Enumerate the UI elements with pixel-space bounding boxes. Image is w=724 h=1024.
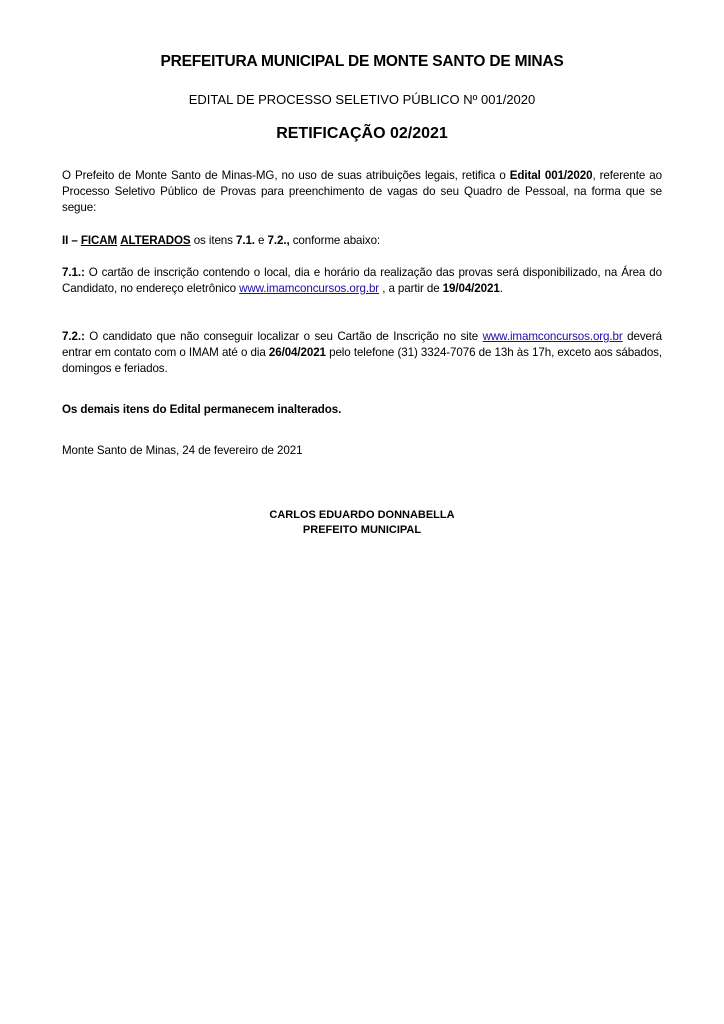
section-2-ficam: FICAM bbox=[80, 234, 118, 247]
intro-paragraph bbox=[62, 168, 662, 216]
item-7-2-text2: deverá entrar em contato com o IMAM até o dia bbox=[62, 330, 662, 359]
intro-text-after: , referente ao Processo Seletivo Público de Provas para preenchimento de vagas do seu Quadro de Pessoal, na forma que se segue: bbox=[62, 169, 662, 214]
document-body bbox=[62, 0, 662, 1024]
signature-role: PREFEITO MUNICIPAL bbox=[302, 524, 422, 536]
retification-title: RETIFICAÇÃO 02/2021 bbox=[276, 125, 448, 142]
item-7-1-end: . bbox=[499, 282, 503, 295]
section-2-suffix: conforme abaixo: bbox=[289, 234, 381, 247]
item-7-2-text3: pelo telefone (31) 3324-7076 de 13h às 17h, exceto aos sábados, domingos e feriados. bbox=[62, 346, 662, 375]
place-date: Monte Santo de Minas, 24 de fevereiro de 2021 bbox=[62, 444, 303, 457]
item-7-1-paragraph bbox=[62, 265, 662, 297]
section-2-middle: os itens bbox=[190, 234, 236, 247]
item-7-2-text: O candidato que não conseguir localizar o seu Cartão de Inscrição no site bbox=[84, 330, 483, 343]
section-2-item2: 7.2., bbox=[267, 234, 290, 247]
item-7-2-paragraph bbox=[62, 329, 662, 377]
item-7-2-label: 7.2.: bbox=[62, 330, 85, 343]
section-2-alterados: ALTERADOS bbox=[120, 234, 191, 247]
item-7-2-date: 26/04/2021 bbox=[268, 346, 326, 359]
municipality-title: PREFEITURA MUNICIPAL DE MONTE SANTO DE MINAS bbox=[160, 53, 564, 70]
edital-title: EDITAL DE PROCESSO SELETIVO PÚBLICO Nº 001/2020 bbox=[188, 92, 536, 107]
closing-notice: Os demais itens do Edital permanecem inalterados. bbox=[62, 403, 342, 416]
intro-text-before: O Prefeito de Monte Santo de Minas-MG, no uso de suas atribuições legais, retifica o bbox=[62, 169, 510, 182]
imam-link-2[interactable]: www.imamconcursos.org.br bbox=[482, 330, 623, 343]
intro-edital-ref: Edital 001/2020 bbox=[509, 169, 593, 182]
section-2-paragraph bbox=[62, 233, 662, 249]
signature-name: CARLOS EDUARDO DONNABELLA bbox=[269, 509, 455, 521]
imam-link-1[interactable]: www.imamconcursos.org.br bbox=[239, 282, 380, 295]
item-7-1-text2: , a partir de bbox=[379, 282, 443, 295]
item-7-1-text: O cartão de inscrição contendo o local, dia e horário da realização das provas será disponibilizado, na Área do Candidato, no endereço eletrônico bbox=[62, 266, 662, 295]
item-7-1-label: 7.1.: bbox=[62, 266, 85, 279]
section-2-item1: 7.1. bbox=[235, 234, 255, 247]
item-7-1-date: 19/04/2021 bbox=[442, 282, 500, 295]
section-2-prefix: II – bbox=[62, 234, 81, 247]
section-2-and: e bbox=[254, 234, 268, 247]
